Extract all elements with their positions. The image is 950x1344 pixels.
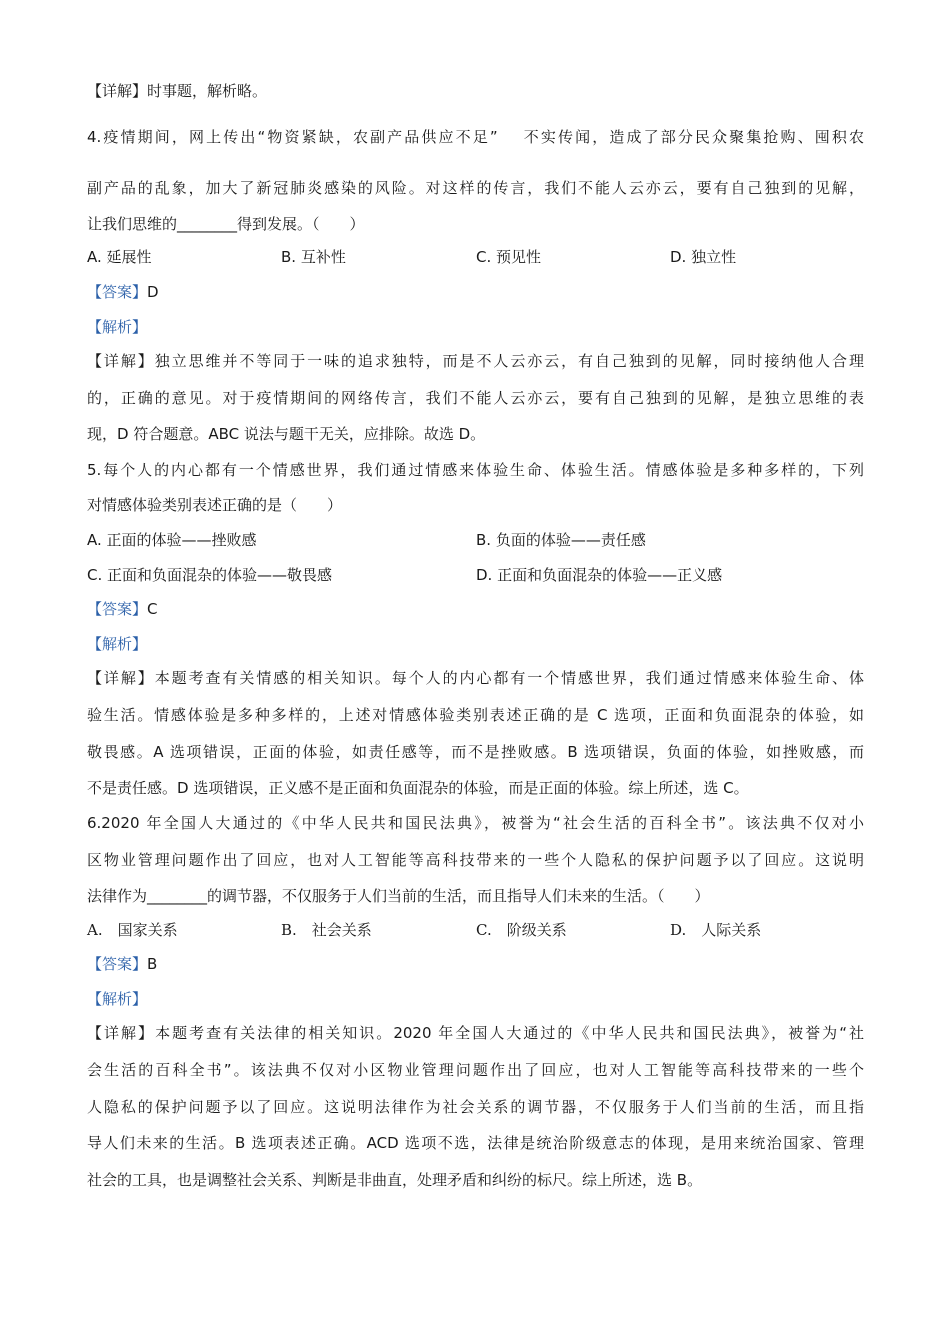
q4-detail-line-1	[87, 350, 864, 372]
q6-option-a: A. 国家关系	[87, 921, 178, 939]
q4-detail-line-3: 现，D 符合题意。ABC 说法与题干无关，应排除。故选 D。	[87, 425, 486, 443]
q5-detail-line-1	[87, 667, 864, 689]
q6-option-b: B. 社会关系	[281, 921, 372, 939]
q6-stem-line-1: 6.2020 年全国人大通过的《中华人民共和国民法典》，被誉为“社会生活的百科全书”。该法典不仅对小	[87, 814, 864, 832]
q6-answer	[87, 953, 864, 975]
q4-detail-line-2: 的，正确的意见。对于疫情期间的网络传言，我们不能人云亦云，要有自己独到的见解，是独立思维的表	[87, 389, 864, 407]
q5-detail-line-4: 不是责任感。D 选项错误，正义感不是正面和负面混杂的体验，而是正面的体验。综上所述，选 C。	[87, 779, 749, 797]
q6-detail-line-1	[87, 1022, 864, 1044]
q6-detail-line-5: 社会的工具，也是调整社会关系、判断是非曲直，处理矛盾和纠纷的标尺。综上所述，选 B。	[87, 1171, 703, 1189]
q4-analysis-tag: 【解析】	[87, 318, 148, 336]
q3-detail-line: 【详解】时事题，解析略。	[87, 82, 268, 100]
q6-detail-line-3: 人隐私的保护问题予以了回应。这说明法律作为社会关系的调节器，不仅服务于人们当前的生活，而且指	[87, 1098, 864, 1116]
q4-option-b: B. 互补性	[281, 248, 346, 266]
q5-detail-line-3: 敬畏感。A 选项错误，正面的体验，如责任感等，而不是挫败感。B 选项错误，负面的体验，如挫败感，而	[87, 743, 864, 761]
q5-stem-line-1: 5.每个人的内心都有一个情感世界，我们通过情感来体验生命、体验生活。情感体验是多种多样的，下列	[87, 461, 864, 479]
q6-analysis-tag: 【解析】	[87, 990, 148, 1008]
detail-text: 本题考查有关情感的相关知识。每个人的内心都有一个情感世界，我们通过情感来体验生命、体	[154, 669, 864, 687]
answer-tag: 【答案】	[87, 955, 148, 973]
q5-option-c: C. 正面和负面混杂的体验——敬畏感	[87, 566, 333, 584]
detail-text: 独立思维并不等同于一味的追求独特，而是不人云亦云，有自己独到的见解，同时接纳他人合理	[154, 352, 864, 370]
q4-stem-line-2: 副产品的乱象，加大了新冠肺炎感染的风险。对这样的传言，我们不能人云亦云，要有自己独到的见解，	[87, 179, 864, 197]
detail-text: 本题考查有关法律的相关知识。2020 年全国人大通过的《中华人民共和国民法典》，被誉为“社	[155, 1024, 864, 1042]
q4-option-d: D. 独立性	[670, 248, 737, 266]
q6-stem-line-3: 法律作为________的调节器，不仅服务于人们当前的生活，而且指导人们未来的生活。（ ）	[87, 887, 710, 905]
q6-stem-line-2: 区物业管理问题作出了回应，也对人工智能等高科技带来的一些个人隐私的保护问题予以了回应。这说明	[87, 851, 864, 869]
q5-option-d: D. 正面和负面混杂的体验——正义感	[476, 566, 723, 584]
q4-option-a: A. 延展性	[87, 248, 152, 266]
q4-stem-line-1: 4.疫情期间，网上传出“物资紧缺，农副产品供应不足” 不实传闻，造成了部分民众聚集抢购、囤积农	[87, 128, 864, 146]
detail-tag: 【详解】	[87, 669, 155, 687]
q4-stem-line-3: 让我们思维的________得到发展。（ ）	[87, 215, 365, 233]
q5-stem-line-2: 对情感体验类别表述正确的是（ ）	[87, 496, 343, 514]
q6-detail-line-2: 会生活的百科全书”。该法典不仅对小区物业管理问题作出了回应，也对人工智能等高科技带来的一些个	[87, 1061, 864, 1079]
detail-tag: 【详解】	[87, 352, 155, 370]
q5-detail-line-2: 验生活。情感体验是多种多样的，上述对情感体验类别表述正确的是 C 选项，正面和负面混杂的体验，如	[87, 706, 864, 724]
answer-tag: 【答案】	[87, 600, 148, 618]
q4-option-c: C. 预见性	[476, 248, 542, 266]
q5-answer	[87, 598, 864, 620]
q5-analysis-tag: 【解析】	[87, 635, 148, 653]
q5-option-b: B. 负面的体验——责任感	[476, 531, 646, 549]
detail-tag: 【详解】	[87, 1024, 156, 1042]
answer-tag: 【答案】	[87, 283, 148, 301]
q6-option-c: C. 阶级关系	[476, 921, 567, 939]
q4-answer	[87, 281, 864, 303]
answer-value: D	[147, 283, 159, 301]
answer-value: B	[147, 955, 158, 973]
answer-value: C	[147, 600, 158, 618]
q6-option-d: D. 人际关系	[670, 921, 762, 939]
q5-option-a: A. 正面的体验——挫败感	[87, 531, 257, 549]
q6-detail-line-4: 导人们未来的生活。B 选项表述正确。ACD 选项不选，法律是统治阶级意志的体现，是用来统治国家、管理	[87, 1134, 864, 1152]
